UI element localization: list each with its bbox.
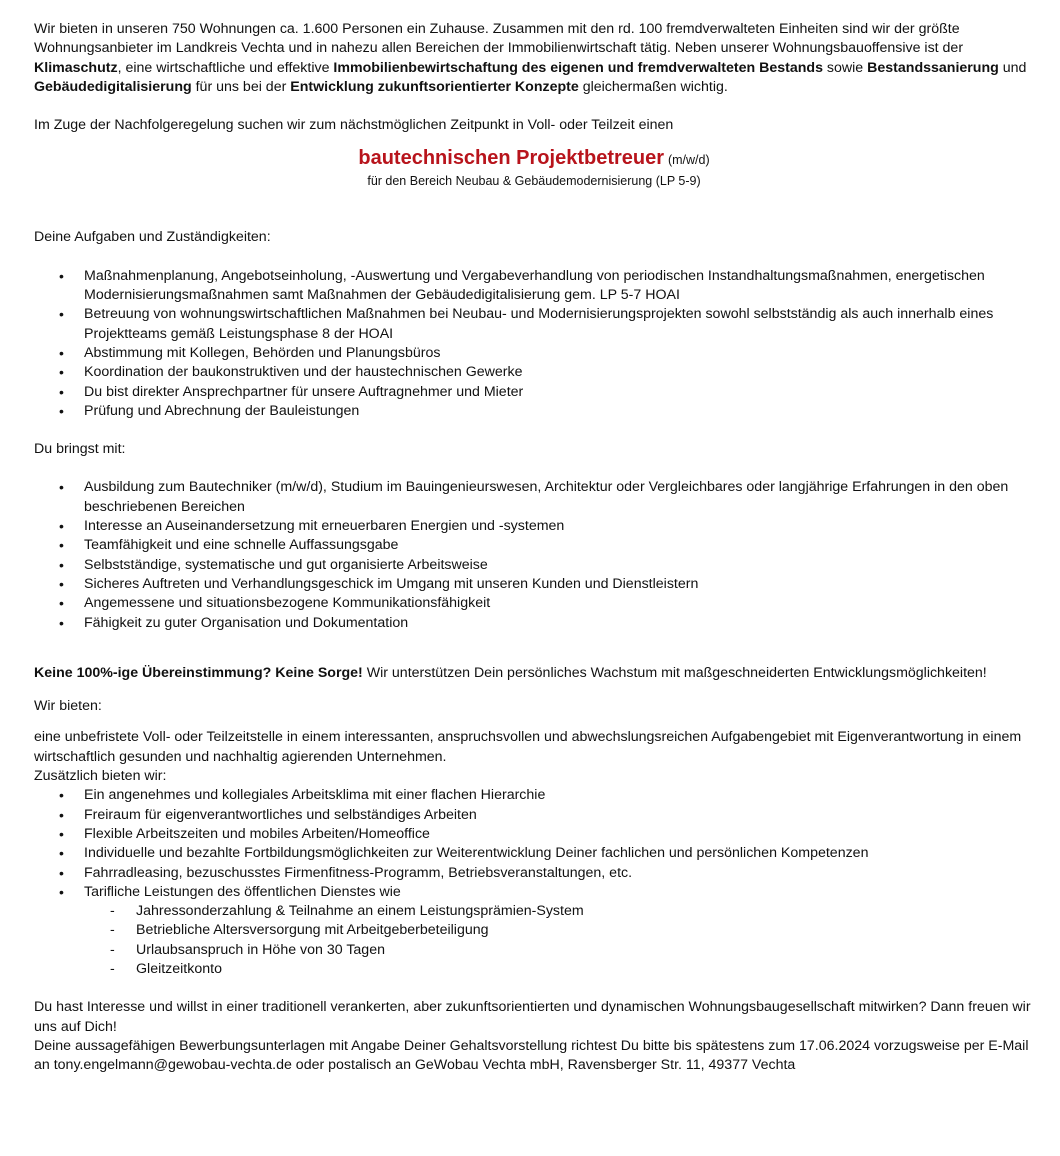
intro-text-3: sowie	[822, 59, 868, 76]
intro-text-4: und	[998, 59, 1027, 76]
no-worries-paragraph	[34, 664, 1034, 683]
no-worries-bold: Keine 100%-ige Übereinstimmung? Keine Sorge!	[34, 664, 363, 681]
intro-text-1: Wir bieten in unseren 750 Wohnungen ca. 1.600 Personen ein Zuhause. Zusammen mit den rd. 100 fremdverwalteten Einheiten sind wir der größte Wohnungsanbieter im Landkreis Vechta und in nahezu allen Bereichen der Immobilienwirtschaft tätig. Neben unserer Wohnungsbauoffensive ist der	[34, 21, 964, 57]
sub-list-item: - Jahressonderzahlung & Teilnahme an einem Leistungsprämien-System	[136, 902, 1034, 921]
closing-paragraph-2: Deine aussagefähigen Bewerbungsunterlagen mit Angabe Deiner Gehaltsvorstellung richtest Du bitte bis spätestens zum 17.06.2024 vorzugsweise per E-Mail an tony.engelmann@gewobau-vechta.de oder postalisch an GeWobau Vechta mbH, Ravensberger Str. 11, 49377 Vechta	[34, 1037, 1029, 1074]
list-item: • Betreuung von wohnungswirtschaftlichen Maßnahmen bei Neubau- und Modernisierungsprojekten sowohl selbstständig als auch innerhalb eines Projektteams gemäß Leistungsphase 8 der HOAI	[84, 305, 1034, 344]
list-item: • Tarifliche Leistungen des öffentlichen Dienstes wie	[84, 883, 1034, 902]
offer-sub-list	[34, 902, 1034, 979]
list-item: • Maßnahmenplanung, Angebotseinholung, -Auswertung und Vergabeverhandlung von periodischen Instandhaltungsmaßnahmen, energetischen Modernisierungsmaßnahmen samt Maßnahmen der Gebäudedigitalisierung gem. LP 5-7 HOAI	[84, 267, 1034, 306]
list-item: • Teamfähigkeit und eine schnelle Auffassungsgabe	[84, 536, 1034, 555]
list-item: • Koordination der baukonstruktiven und der haustechnischen Gewerke	[84, 363, 1034, 382]
list-item: • Interesse an Auseinandersetzung mit erneuerbaren Energien und -systemen	[84, 517, 1034, 536]
list-item: • Ausbildung zum Bautechniker (m/w/d), Studium im Bauingenieurswesen, Architektur oder Vergleichbares oder langjährige Erfahrungen in den oben beschriebenen Bereichen	[84, 478, 1034, 517]
job-subtitle: für den Bereich Neubau & Gebäudemodernisierung (LP 5-9)	[367, 174, 701, 189]
list-item: • Individuelle und bezahlte Fortbildungsmöglichkeiten zur Weiterentwicklung Deiner fachlichen und persönlichen Kompetenzen	[84, 844, 1034, 863]
job-title	[34, 145, 1034, 171]
requirements-heading: Du bringst mit:	[34, 441, 126, 458]
requirements-list	[34, 478, 1034, 632]
list-item: • Fahrradleasing, bezuschusstes Firmenfitness-Programm, Betriebsveranstaltungen, etc.	[84, 864, 1034, 883]
search-intro: Im Zuge der Nachfolgeregelung suchen wir zum nächstmöglichen Zeitpunkt in Voll- oder Teilzeit einen	[34, 117, 674, 134]
sub-list-item: - Betriebliche Altersversorgung mit Arbeitgeberbeteiligung	[136, 921, 1034, 940]
tasks-heading: Deine Aufgaben und Zuständigkeiten:	[34, 229, 271, 246]
no-worries-text: Wir unterstützen Dein persönliches Wachstum mit maßgeschneiderten Entwicklungsmöglichkeiten!	[362, 664, 987, 681]
intro-bold-concepts: Entwicklung zukunftsorientierter Konzepte	[290, 78, 579, 95]
intro-bold-digitalisation: Gebäudedigitalisierung	[34, 78, 192, 95]
sub-list-item: - Urlaubsanspruch in Höhe von 30 Tagen	[136, 941, 1034, 960]
list-item: • Fähigkeit zu guter Organisation und Dokumentation	[84, 614, 1034, 633]
job-title-main: bautechnischen Projektbetreuer	[358, 147, 665, 170]
closing-paragraph-1: Du hast Interesse und willst in einer traditionell verankerten, aber zukunftsorientierten und dynamischen Wohnungsbaugesellschaft mitwirken? Dann freuen wir uns auf Dich!	[34, 999, 1031, 1035]
list-item: • Abstimmung mit Kollegen, Behörden und Planungsbüros	[84, 344, 1034, 363]
intro-bold-climate: Klimaschutz	[34, 59, 118, 76]
job-title-suffix: (m/w/d)	[667, 153, 710, 168]
intro-text-6: gleichermaßen wichtig.	[578, 78, 728, 95]
list-item: • Prüfung und Abrechnung der Bauleistungen	[84, 402, 1034, 421]
list-item: • Selbstständige, systematische und gut organisierte Arbeitsweise	[84, 556, 1034, 575]
intro-text-5: für uns bei der	[191, 78, 291, 95]
list-item: • Du bist direkter Ansprechpartner für unsere Auftragnehmer und Mieter	[84, 383, 1034, 402]
intro-paragraph	[34, 20, 1034, 97]
intro-bold-renovation: Bestandssanierung	[867, 59, 999, 76]
sub-list-item: - Gleitzeitkonto	[136, 960, 1034, 979]
list-item: • Freiraum für eigenverantwortliches und selbständiges Arbeiten	[84, 806, 1034, 825]
offer-list	[34, 786, 1034, 902]
list-item: • Flexible Arbeitszeiten und mobiles Arbeiten/Homeoffice	[84, 825, 1034, 844]
intro-bold-management: Immobilienbewirtschaftung des eigenen und fremdverwalteten Bestands	[333, 59, 823, 76]
job-title-block	[34, 145, 1034, 190]
list-item: • Sicheres Auftreten und Verhandlungsgeschick im Umgang mit unseren Kunden und Dienstleistern	[84, 575, 1034, 594]
offer-additional-heading: Zusätzlich bieten wir:	[34, 768, 167, 785]
list-item: • Angemessene und situationsbezogene Kommunikationsfähigkeit	[84, 594, 1034, 613]
offer-heading: Wir bieten:	[34, 698, 102, 715]
intro-text-2: , eine wirtschaftliche und effektive	[117, 59, 334, 76]
offer-text: eine unbefristete Voll- oder Teilzeitstelle in einem interessanten, anspruchsvollen und abwechslungsreichen Aufgabengebiet mit Eigenverantwortung in einem wirtschaftlich gesunden und nachhaltig agierenden Unternehmen.	[34, 729, 1022, 765]
list-item: • Ein angenehmes und kollegiales Arbeitsklima mit einer flachen Hierarchie	[84, 786, 1034, 805]
tasks-list	[34, 267, 1034, 421]
